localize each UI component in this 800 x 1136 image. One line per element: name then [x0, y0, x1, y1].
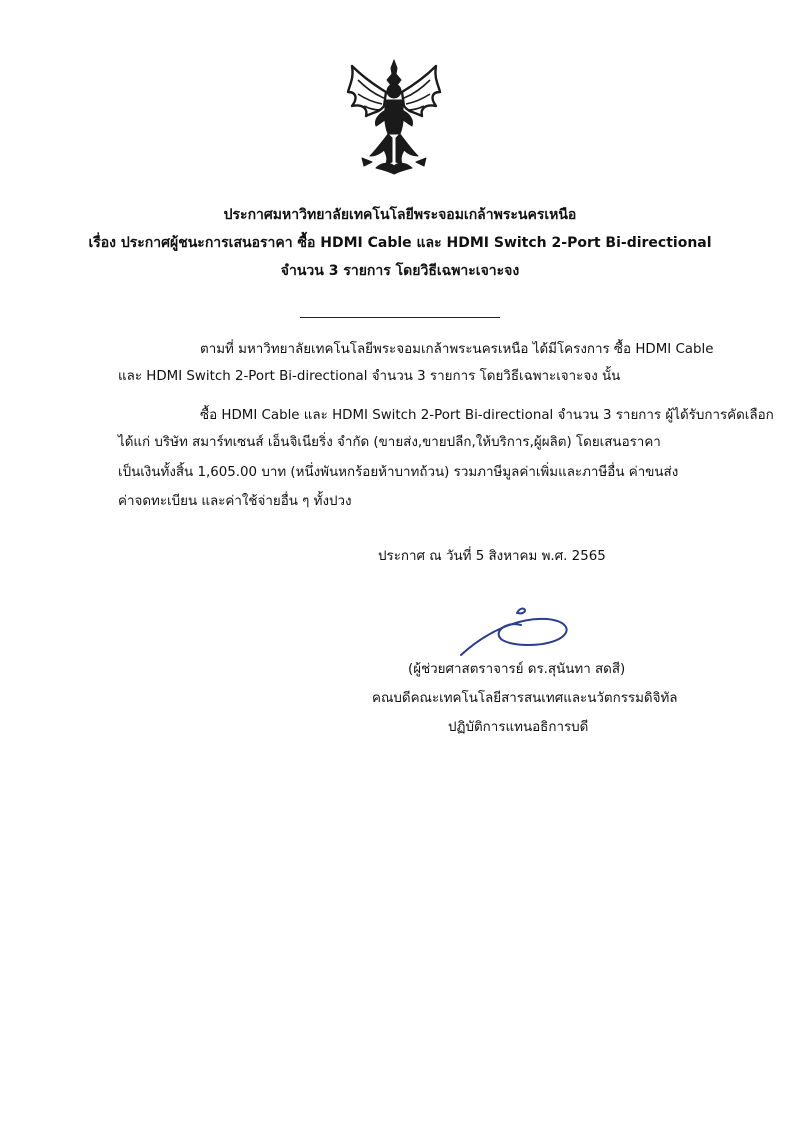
paragraph-1-line-2: และ HDMI Switch 2-Port Bi-directional จำนวน 3 รายการ โดยวิธีเฉพาะเจาะจง นั้น — [118, 369, 621, 384]
paragraph-2-line-2: ได้แก่ บริษัท สมาร์ทเซนส์ เอ็นจิเนียริ่ง จำกัด (ขายส่ง,ขายปลีก,ให้บริการ,ผู้ผลิต) โดยเสนอราคา — [118, 435, 661, 450]
announcement-title: ประกาศมหาวิทยาลัยเทคโนโลยีพระจอมเกล้าพระนครเหนือ — [223, 207, 577, 223]
handwritten-signature — [455, 603, 580, 663]
paragraph-2-line-1: ซื้อ HDMI Cable และ HDMI Switch 2-Port Bi-directional จำนวน 3 รายการ ผู้ได้รับการคัดเลือก — [200, 408, 774, 423]
signatory-position: คณบดีคณะเทคโนโลยีสารสนเทศและนวัตกรรมดิจิทัล — [372, 691, 678, 706]
header-divider — [300, 317, 500, 318]
garuda-emblem-icon — [346, 58, 442, 176]
announcement-date: ประกาศ ณ วันที่ 5 สิงหาคม พ.ศ. 2565 — [378, 549, 606, 564]
paragraph-2-line-3: เป็นเงินทั้งสิ้น 1,605.00 บาท (หนึ่งพันหกร้อยห้าบาทถ้วน) รวมภาษีมูลค่าเพิ่มและภาษีอื่น ค่าขนส่ง — [118, 465, 679, 480]
announcement-subject-cont: จำนวน 3 รายการ โดยวิธีเฉพาะเจาะจง — [280, 263, 520, 279]
signatory-name: (ผู้ช่วยศาสตราจารย์ ดร.สุนันทา สดสี) — [408, 662, 626, 677]
signatory-acting-role: ปฏิบัติการแทนอธิการบดี — [448, 720, 589, 735]
paragraph-1-line-1: ตามที่ มหาวิทยาลัยเทคโนโลยีพระจอมเกล้าพระนครเหนือ ได้มีโครงการ ซื้อ HDMI Cable — [200, 342, 714, 357]
paragraph-2-line-4: ค่าจดทะเบียน และค่าใช้จ่ายอื่น ๆ ทั้งปวง — [118, 494, 352, 509]
announcement-subject: เรื่อง ประกาศผู้ชนะการเสนอราคา ซื้อ HDMI Cable และ HDMI Switch 2-Port Bi-directional — [88, 235, 712, 251]
